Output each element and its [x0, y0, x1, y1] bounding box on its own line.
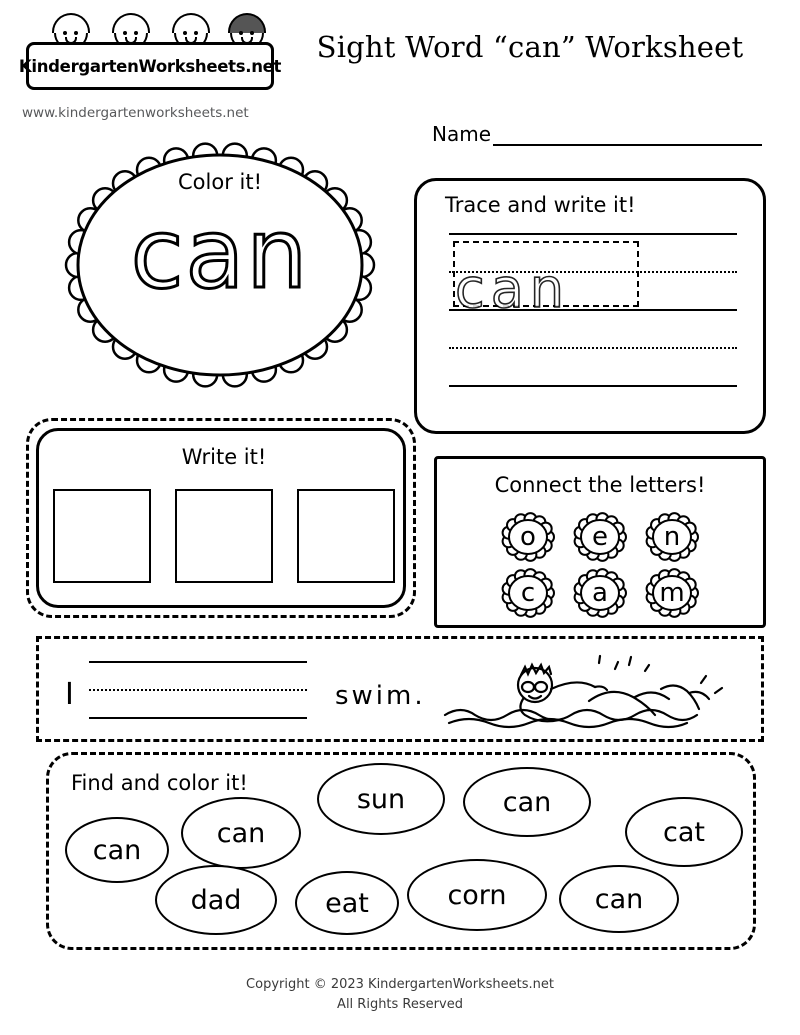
flower-row — [437, 511, 763, 563]
page-header — [0, 0, 800, 146]
find-and-color-section — [46, 752, 756, 950]
word-oval[interactable]: sun — [317, 763, 445, 835]
logo-badge — [18, 42, 282, 90]
write-box[interactable] — [53, 489, 151, 583]
flower-letter[interactable] — [499, 567, 557, 619]
flower-letter-label: a — [592, 578, 608, 608]
word-oval[interactable]: cat — [625, 797, 743, 867]
sentence-rule-top — [89, 661, 307, 663]
write-box[interactable] — [175, 489, 273, 583]
write-box[interactable] — [297, 489, 395, 583]
flower-letter-label: o — [520, 522, 536, 552]
trace-rule-bottom-2 — [449, 385, 737, 387]
sentence-section — [36, 636, 764, 742]
site-url: www.kindergartenworksheets.net — [22, 105, 249, 121]
word-oval[interactable]: corn — [407, 859, 547, 931]
rights-text: All Rights Reserved — [337, 996, 463, 1012]
color-it-word[interactable]: can — [130, 198, 310, 310]
name-label: Name — [432, 122, 492, 146]
write-it-title: Write it! — [181, 445, 267, 469]
name-field-row — [432, 122, 762, 146]
site-logo[interactable] — [18, 8, 282, 98]
word-oval[interactable]: can — [463, 767, 591, 837]
swimming-boy-illustration — [439, 649, 739, 735]
write-it-boxes — [53, 489, 395, 583]
trace-title: Trace and write it! — [445, 193, 636, 217]
name-input-line[interactable] — [493, 126, 762, 146]
flower-row — [437, 567, 763, 619]
flower-letter[interactable] — [571, 567, 629, 619]
flower-letter[interactable] — [499, 511, 557, 563]
trace-and-write-section — [414, 178, 766, 434]
page-footer — [0, 975, 800, 1014]
trace-rule-mid-2 — [449, 347, 737, 349]
flower-letter-label: m — [659, 578, 685, 608]
word-oval[interactable]: can — [181, 797, 301, 869]
connect-letters-section — [434, 456, 766, 628]
write-it-section — [36, 428, 406, 608]
copyright-text: Copyright © 2023 KindergartenWorksheets.net — [246, 977, 554, 992]
trace-rule-top-1 — [449, 233, 737, 235]
color-it-section — [60, 140, 380, 390]
color-it-title: Color it! — [178, 170, 262, 194]
sentence-prefix: I — [65, 677, 74, 712]
trace-word[interactable]: can — [455, 257, 571, 320]
flower-letter-label: n — [663, 522, 681, 552]
page-title: Sight Word “can” Worksheet — [316, 30, 744, 64]
flower-letter-label: c — [520, 578, 536, 608]
logo-text: KindergartenWorksheets.net — [18, 56, 282, 76]
connect-letters-title: Connect the letters! — [494, 473, 706, 497]
word-oval[interactable]: can — [65, 817, 169, 883]
flower-letter[interactable] — [643, 567, 701, 619]
flower-letter[interactable] — [643, 511, 701, 563]
word-oval[interactable]: dad — [155, 865, 277, 935]
flower-letter[interactable] — [571, 511, 629, 563]
sentence-rule-mid[interactable] — [89, 689, 307, 691]
find-and-color-title: Find and color it! — [71, 771, 248, 795]
flower-letter-label: e — [592, 522, 608, 552]
word-oval[interactable]: eat — [295, 871, 399, 935]
word-oval[interactable]: can — [559, 865, 679, 933]
flower-letter-grid — [437, 511, 763, 623]
sentence-rule-bottom — [89, 717, 307, 719]
sentence-word: swim. — [335, 681, 426, 711]
